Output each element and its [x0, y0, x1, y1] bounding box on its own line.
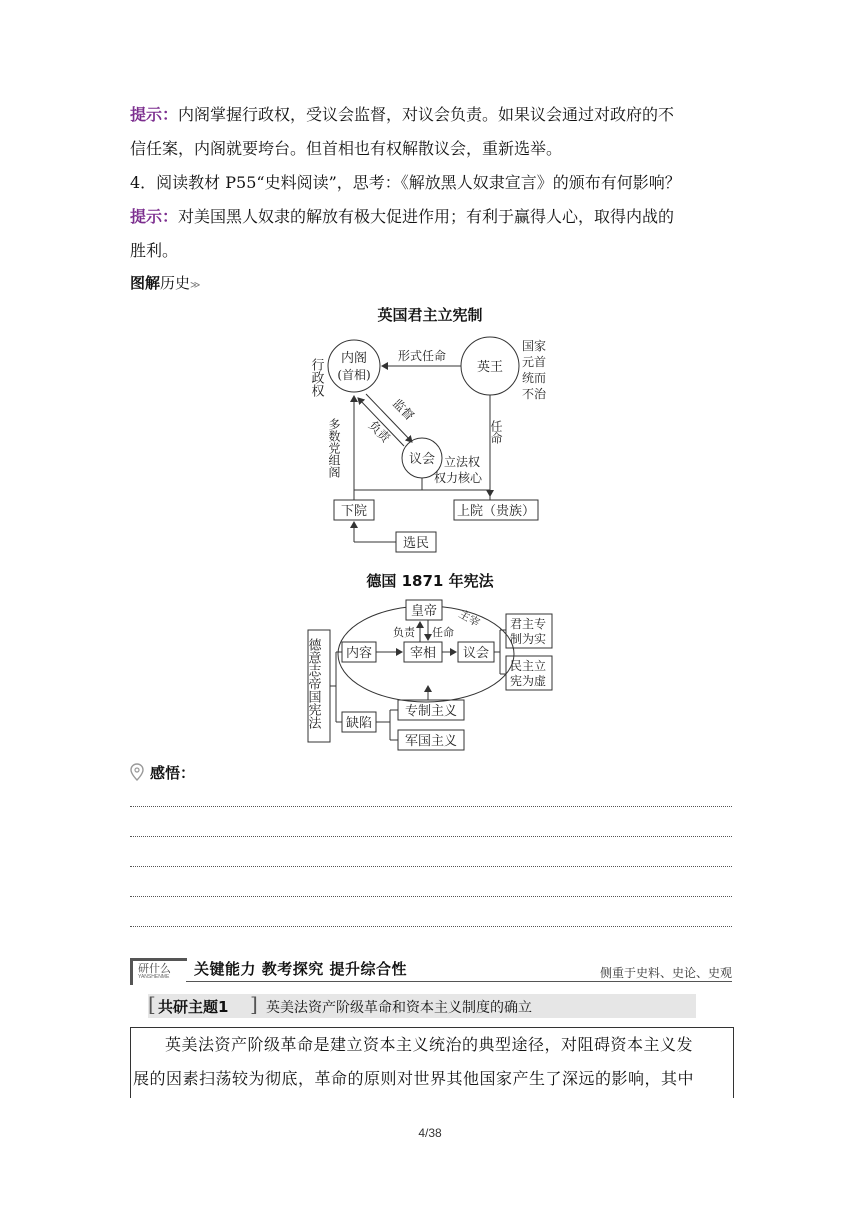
bracket-left: [ — [148, 992, 156, 1016]
topic-tag: 共研主题1 — [158, 998, 229, 1016]
reflection-header — [130, 762, 195, 783]
formal-appoint-label: 形式任命 — [397, 349, 447, 363]
answer-line — [130, 836, 732, 837]
passage-line: 展的因素扫荡较为彻底，革命的原则对世界其他国家产生了深远的影响，其中 — [133, 1069, 695, 1088]
banner-title: 关键能力 教考探究 提升综合性 — [194, 960, 407, 978]
hint-paragraph-4 — [130, 200, 734, 268]
hint-paragraph-3 — [130, 98, 734, 166]
hint-text: 内阁掌握行政权，受议会监督，对议会负责。如果议会通过对政府的不 — [178, 105, 675, 124]
emperor-label: 皇帝 — [410, 604, 438, 619]
legislative-label: 立法权 — [444, 455, 481, 469]
topic-title: 英美法资产阶级革命和资本主义制度的确立 — [266, 1000, 532, 1016]
supervise-label: 监督 — [389, 396, 417, 424]
section-label — [130, 272, 201, 293]
location-pin-icon — [130, 763, 144, 781]
question-4: 4．阅读教材 P55“史料阅读”，思考：《解放黑人奴隶宣言》的颁布有何影响？ — [130, 173, 681, 192]
page-number: 4/38 — [418, 1126, 442, 1140]
topic-bar — [148, 994, 696, 1018]
diagram-title-uk: 英国君主立宪制 — [377, 306, 483, 324]
chancellor-label: 宰相 — [409, 646, 437, 661]
parliament-label: 议会 — [408, 452, 436, 467]
banner-underline — [186, 981, 732, 982]
dominate-label: 主宰 — [456, 607, 483, 630]
section-label-bold: 图解 — [130, 274, 161, 292]
parliament-label: 议会 — [462, 646, 490, 661]
content-label: 内容 — [345, 646, 373, 661]
double-chevron-icon: ≫ — [190, 280, 201, 291]
autocracy-real-label: 君主专制为实 — [510, 617, 547, 646]
power-core-label: 权力核心 — [434, 471, 483, 485]
answer-line — [130, 806, 732, 807]
uk-constitutional-monarchy-diagram — [300, 332, 560, 562]
cabinet-node — [328, 340, 380, 392]
section-banner — [130, 956, 732, 984]
germany-1871-constitution-diagram — [300, 596, 570, 756]
exec-power-label: 行政权 — [308, 358, 324, 397]
responsible-label: 负责 — [365, 418, 393, 446]
militarism-label: 军国主义 — [404, 734, 458, 749]
hint-label: 提示： — [130, 207, 179, 226]
lower-house-label: 下院 — [340, 504, 368, 519]
reflection-label: 感悟： — [150, 764, 196, 782]
king-note: 国家元首统而不治 — [522, 339, 547, 401]
voters-label: 选民 — [402, 536, 430, 551]
king-label: 英王 — [476, 360, 504, 375]
answer-line — [130, 866, 732, 867]
upper-house-label: 上院（贵族） — [456, 504, 536, 519]
majority-party-label: 多数党组阁 — [327, 418, 341, 478]
hint-text-cont: 信任案，内阁就要垮台。但首相也有权解散议会，重新选举。 — [130, 139, 563, 158]
banner-logo-sub: YANSHENME — [138, 974, 170, 980]
appoint-label: 任命 — [432, 626, 454, 639]
diagram-title-germany: 德国 1871 年宪法 — [366, 572, 494, 590]
cabinet-label: 内阁 — [340, 351, 368, 366]
passage-line: 英美法资产阶级革命是建立资本主义统治的典型途径，对阻碍资本主义发 — [165, 1035, 694, 1054]
autocracy-label: 专制主义 — [404, 704, 458, 719]
constitution-label: 德意志帝国宪法 — [305, 638, 321, 729]
cabinet-sub-label: (首相) — [337, 368, 371, 382]
hint-label: 提示： — [130, 105, 179, 124]
responsible-label: 负责 — [393, 626, 415, 639]
hint-text: 对美国黑人奴隶的解放有极大促进作用；有利于赢得人心，取得内战的 — [178, 207, 675, 226]
constitutional-nominal-label: 民主立宪为虚 — [510, 659, 547, 688]
banner-right-note: 侧重于史料、史论、史观 — [599, 966, 732, 980]
answer-line — [130, 896, 732, 897]
banner-logo: 研什么 — [138, 962, 171, 975]
appoint-label: 任命 — [489, 420, 503, 444]
defect-label: 缺陷 — [345, 716, 373, 731]
hint-text-cont: 胜利。 — [130, 241, 179, 260]
bracket-right: ] — [250, 992, 258, 1016]
answer-line — [130, 926, 732, 927]
section-label-rest: 历史 — [160, 274, 191, 292]
passage-box — [130, 1027, 734, 1098]
